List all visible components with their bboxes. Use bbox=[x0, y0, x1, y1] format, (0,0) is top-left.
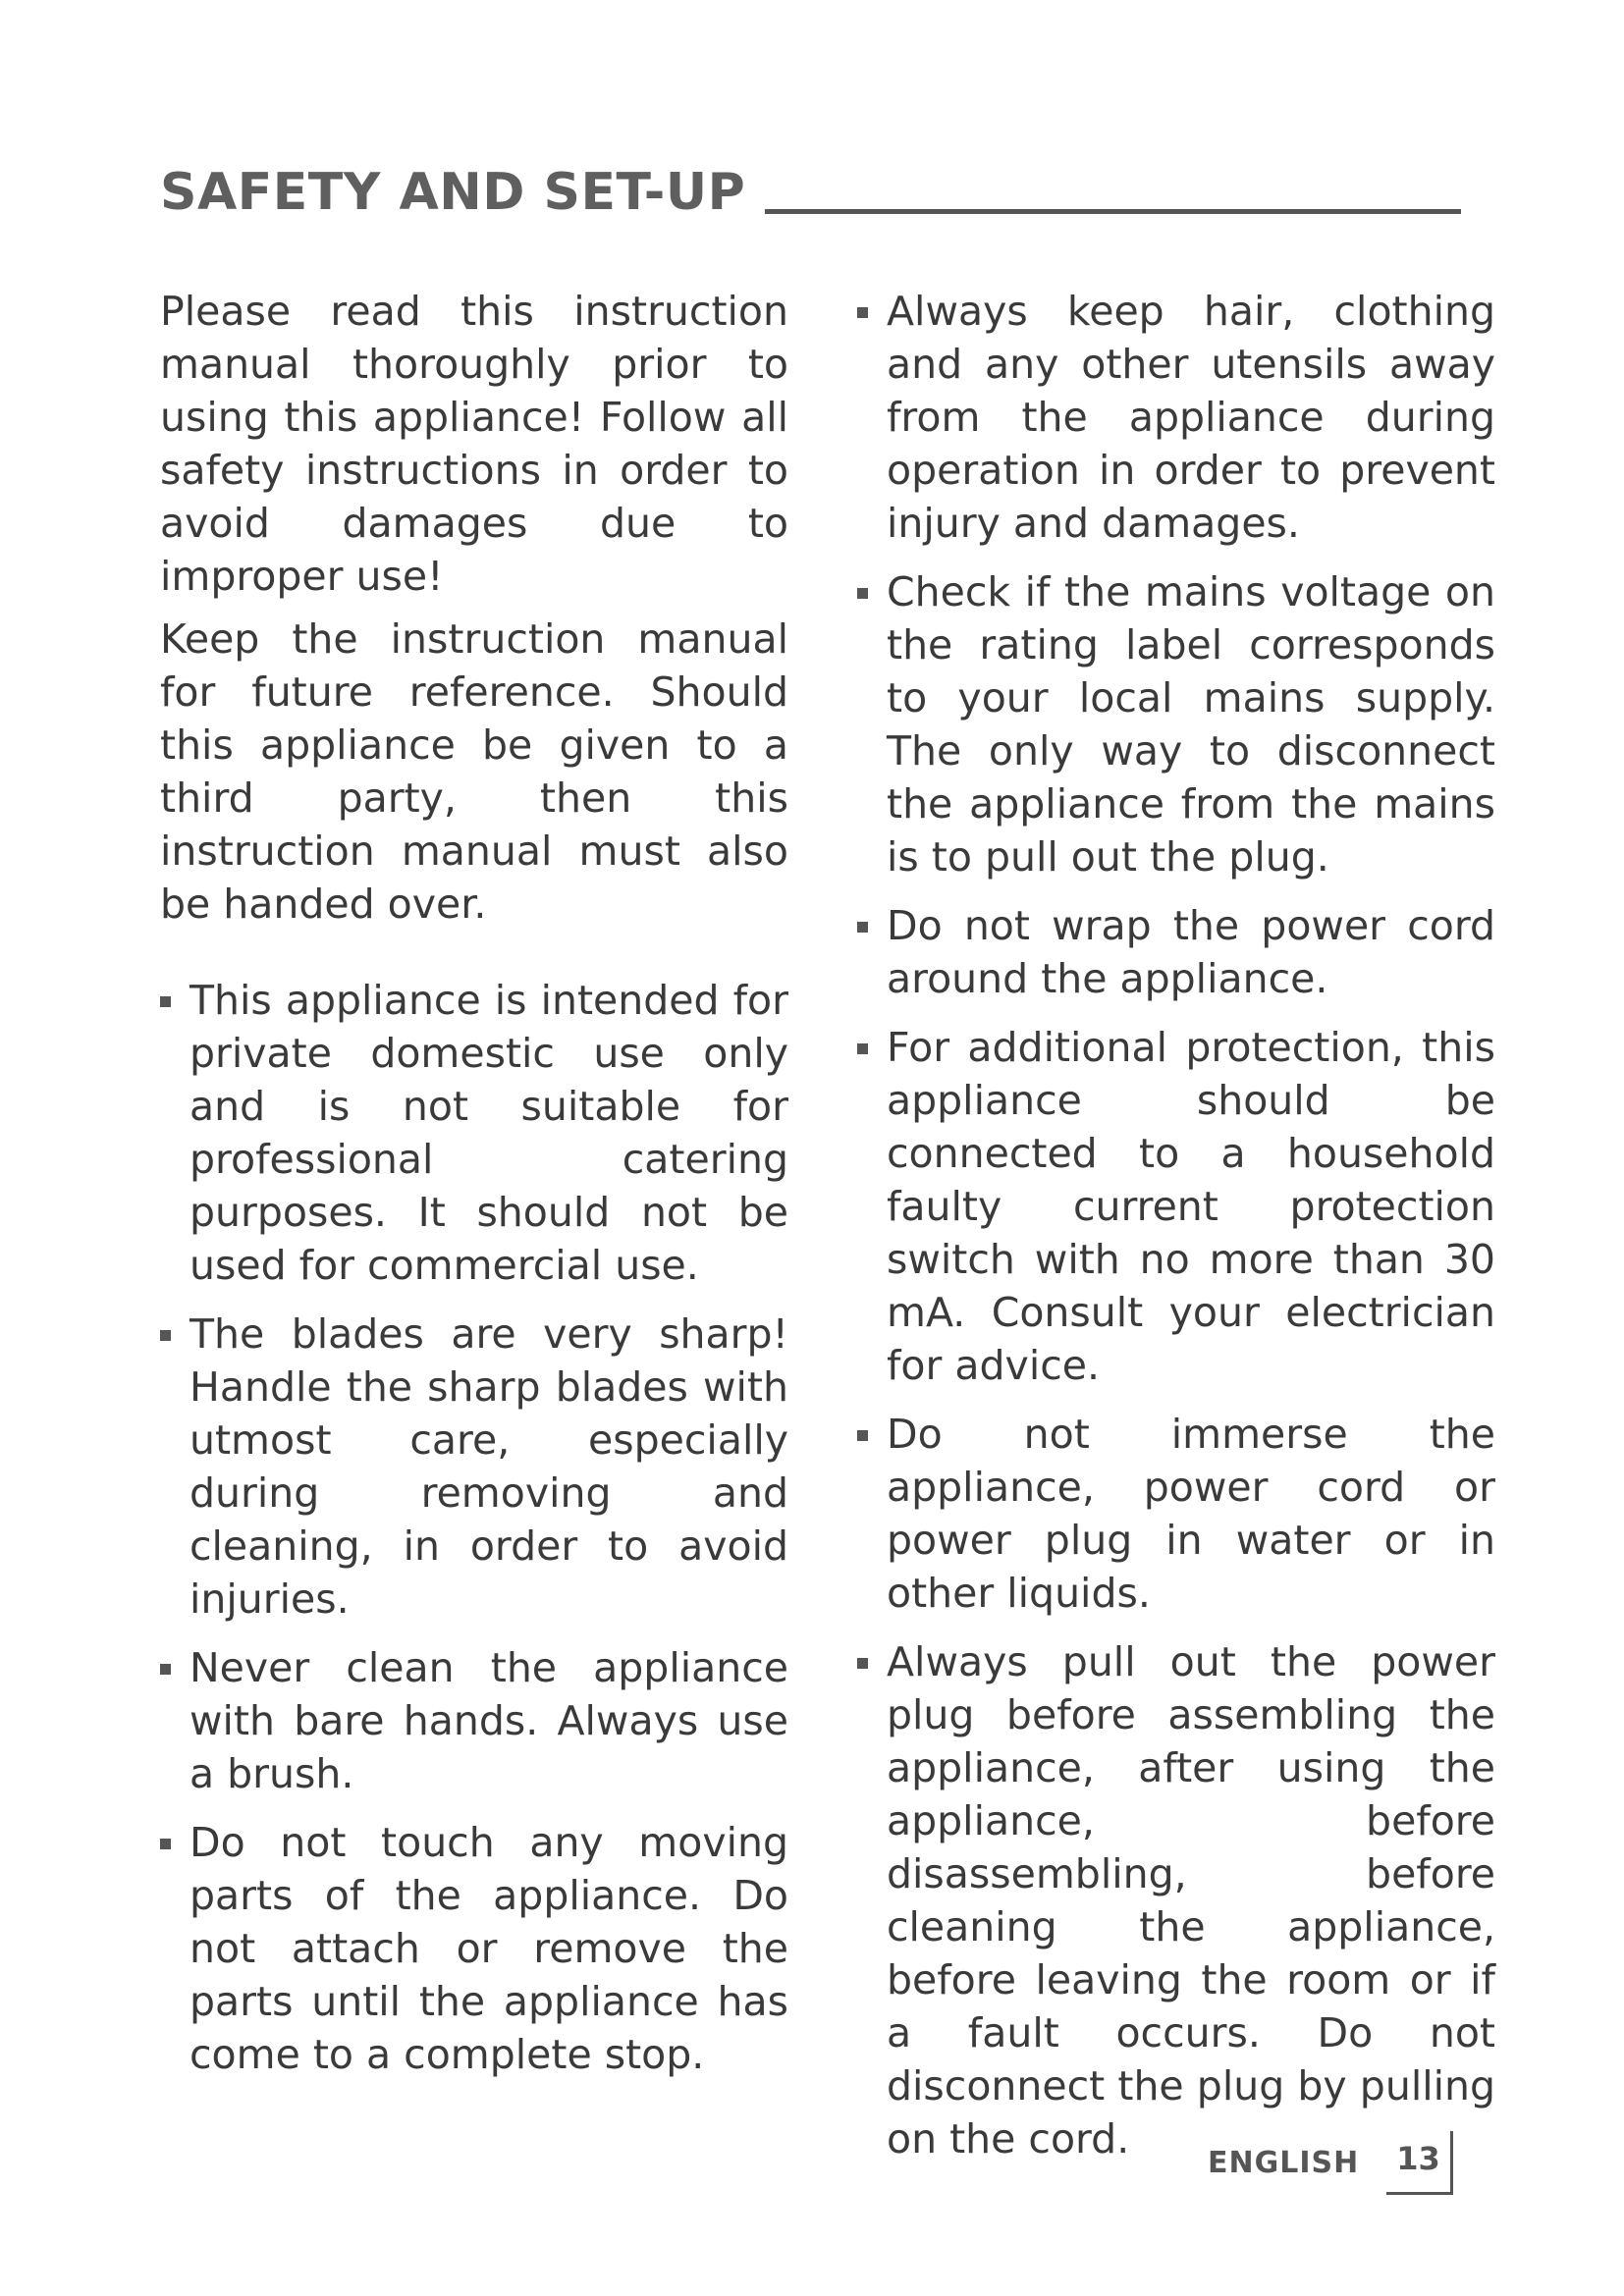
bullet-icon bbox=[160, 1330, 171, 1341]
bullet-icon bbox=[857, 1043, 868, 1054]
list-item bbox=[857, 1408, 1495, 1620]
intro-paragraph: Keep the instruction manual for future reference. Should this appliance be given to a third party, then this instruction manual must also be handed over. bbox=[160, 615, 788, 928]
list-item-text: Do not immerse the appliance, power cord or power plug in water or in other liquids. bbox=[887, 1411, 1495, 1617]
page-footer bbox=[1208, 2130, 1453, 2195]
list-item-text: For additional protection, this appliance should be connected to a household faulty current protection switch with no more than 30 mA. Consult your electrician for advice. bbox=[887, 1024, 1495, 1389]
footer-language: ENGLISH bbox=[1208, 2145, 1360, 2180]
list-item bbox=[160, 974, 788, 1292]
list-item-text: Check if the mains voltage on the rating label corresponds to your local mains supply. The only way to disconnect the appliance from the mains is to pull out the plug. bbox=[887, 568, 1495, 881]
bullet-icon bbox=[160, 1664, 171, 1675]
list-item bbox=[857, 285, 1495, 550]
bullet-icon bbox=[857, 307, 868, 318]
list-item bbox=[857, 899, 1495, 1005]
list-item bbox=[857, 1635, 1495, 2165]
bullet-icon bbox=[857, 1430, 868, 1441]
list-item-text: This appliance is intended for private domestic use only and is not suitable for professional catering purposes. It should not be used for commercial use. bbox=[189, 977, 788, 1289]
list-item-text: Always pull out the power plug before assembling the appliance, after using the appliance, before disassembling, before cleaning the appliance, before leaving the room or if a fault occurs. Do not disconnect the plug by pulling on the cord. bbox=[887, 1638, 1495, 2163]
bullet-icon bbox=[160, 996, 171, 1007]
left-column bbox=[160, 285, 788, 2097]
list-item bbox=[857, 1021, 1495, 1392]
list-item-text: Do not touch any moving parts of the appliance. Do not attach or remove the parts until the appliance has come to a complete stop. bbox=[189, 1819, 788, 2078]
bullet-icon bbox=[857, 1658, 868, 1669]
page-number: 13 bbox=[1386, 2131, 1453, 2195]
right-column bbox=[857, 285, 1495, 2181]
section-heading bbox=[160, 149, 1461, 222]
intro-paragraph: Please read this instruction manual thoroughly prior to using this appliance! Follow all safety instructions in order to avoid damages due to improper use! bbox=[160, 288, 788, 600]
bullet-icon bbox=[857, 922, 868, 933]
bullet-icon bbox=[857, 588, 868, 599]
page-title: SAFETY AND SET-UP bbox=[160, 163, 746, 222]
list-item bbox=[857, 565, 1495, 883]
list-item-text: Do not wrap the power cord around the appliance. bbox=[887, 902, 1495, 1002]
list-item bbox=[160, 1308, 788, 1626]
list-item-text: Never clean the appliance with bare hands. Always use a brush. bbox=[189, 1644, 788, 1797]
list-item bbox=[160, 1816, 788, 2081]
list-item-text: The blades are very sharp! Handle the sharp blades with utmost care, especially during removing and cleaning, in order to avoid injuries. bbox=[189, 1310, 788, 1623]
list-item-text: Always keep hair, clothing and any other utensils away from the appliance during operation in order to prevent injury and damages. bbox=[887, 288, 1495, 547]
safety-list-left bbox=[160, 974, 788, 2081]
list-item bbox=[160, 1641, 788, 1800]
heading-rule bbox=[765, 209, 1461, 214]
safety-list-right bbox=[857, 285, 1495, 2165]
bullet-icon bbox=[160, 1839, 171, 1849]
